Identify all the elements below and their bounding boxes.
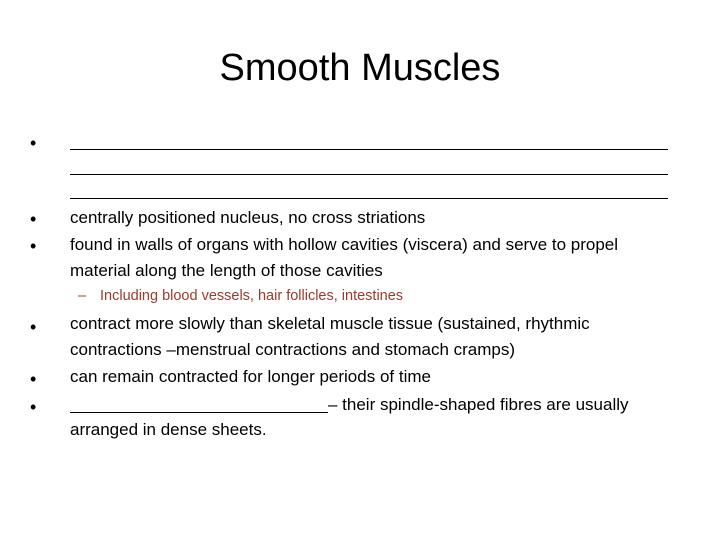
blank-line [70, 174, 668, 175]
blank-line [70, 149, 668, 150]
bullet-marker: • [30, 397, 37, 417]
bullet-text-continued: contractions –menstrual contractions and stomach cramps) [70, 340, 516, 359]
sub-bullet [78, 286, 403, 306]
bullet-marker: • [30, 133, 37, 153]
bullet-text-with-blank [70, 392, 629, 418]
sub-bullet-text: Including blood vessels, hair follicles, intestines [100, 288, 404, 304]
bullet-marker: • [30, 209, 37, 229]
bullet-text: found in walls of organs with hollow cavities (viscera) and serve to propel [70, 235, 619, 254]
inline-blank-line [70, 394, 328, 413]
sub-bullet-marker: – [78, 288, 87, 304]
blank-line [70, 198, 668, 199]
bullet-text: – their spindle-shaped fibres are usually [328, 395, 629, 414]
bullet-marker: • [30, 369, 37, 389]
bullet-text-continued: material along the length of those cavities [70, 261, 383, 280]
bullet-marker: • [30, 317, 37, 337]
bullet-text: centrally positioned nucleus, no cross striations [70, 208, 426, 227]
bullet-text: contract more slowly than skeletal muscle tissue (sustained, rhythmic [70, 314, 590, 333]
bullet-text-continued: arranged in dense sheets. [70, 420, 267, 439]
bullet-marker: • [30, 236, 37, 256]
bullet-text: can remain contracted for longer periods of time [70, 367, 431, 386]
slide-title: Smooth Muscles [219, 47, 501, 89]
